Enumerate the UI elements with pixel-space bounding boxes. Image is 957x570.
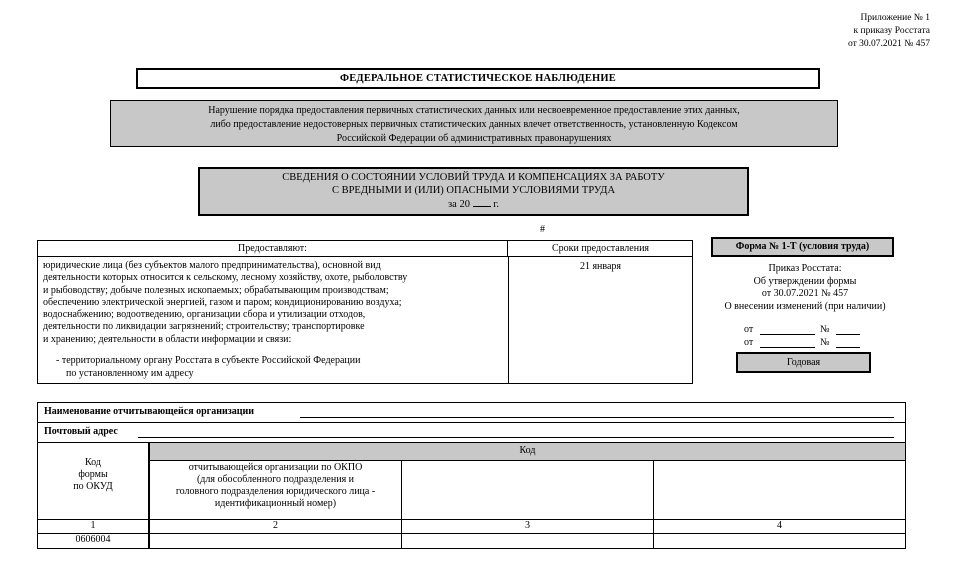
provider-line: юридические лица (без субъектов малого предпринимательства), основной вид <box>43 260 381 271</box>
amendment-from-label-1: от <box>744 324 754 335</box>
appendix-line-1: Приложение № 1 <box>860 13 930 23</box>
okpo-label-line: идентификационный номер) <box>214 498 337 509</box>
recipient-line-1: - территориальному органу Росстата в субъекте Российской Федерации <box>56 355 361 366</box>
okud-value-cell: 0606004 <box>38 534 149 548</box>
code-col-3-header <box>402 461 654 520</box>
providers-table <box>37 240 693 384</box>
column-number-3: 3 <box>402 520 654 534</box>
okud-label-3: по ОКУД <box>73 481 113 492</box>
okpo-value-cell[interactable] <box>149 534 402 548</box>
order-line-4: О внесении изменений (при наличии) <box>724 300 886 312</box>
amendment-number-label-1: № <box>820 324 830 335</box>
recipient-description <box>56 354 360 380</box>
okpo-header-cell <box>149 461 402 520</box>
code-header-cell: Код <box>149 443 905 461</box>
periodicity-badge: Годовая <box>736 352 871 373</box>
code-col-3-value[interactable] <box>402 534 654 548</box>
providers-divider <box>508 257 509 384</box>
org-name-row <box>38 403 905 423</box>
warning-line-1: Нарушение порядка предоставления первичных статистических данных или несвоевременное предоставление этих данных, <box>208 105 740 116</box>
amendment-date-blank-2[interactable] <box>760 347 815 348</box>
report-title-line-2: С ВРЕДНЫМИ И (ИЛИ) ОПАСНЫМИ УСЛОВИЯМИ ТРУДА <box>331 185 616 196</box>
code-col-4-header <box>654 461 905 520</box>
federal-observation-header: ФЕДЕРАЛЬНОЕ СТАТИСТИЧЕСКОЕ НАБЛЮДЕНИЕ <box>136 68 820 89</box>
deadline-header: Сроки предоставления <box>508 241 693 257</box>
year-prefix: за 20 <box>448 199 470 210</box>
postal-address-label: Почтовый адрес <box>44 426 118 437</box>
provider-line: обеспечению электрической энергией, газом и паром; кондиционированию воздуха; <box>43 296 402 308</box>
order-line-1: Приказ Росстата: <box>768 263 842 274</box>
provider-line: водоснабжению; водоотведению, организации сбора и утилизации отходов, <box>43 309 366 321</box>
postal-address-input-line[interactable] <box>138 437 894 438</box>
provider-line: деятельности которых относится к сельскому, лесному хозяйству, охоте, рыболовству <box>43 272 408 284</box>
org-name-input-line[interactable] <box>300 417 894 418</box>
order-line-2: Об утверждении формы <box>753 275 857 287</box>
org-name-label: Наименование отчитывающейся организации <box>44 406 255 417</box>
appendix-line-3: от 30.07.2021 № 457 <box>848 39 930 49</box>
column-number-4: 4 <box>654 520 905 534</box>
year-input-blank[interactable] <box>473 197 491 207</box>
code-col-4-value[interactable] <box>654 534 905 548</box>
okud-label-2: формы <box>78 469 108 480</box>
column-number-2: 2 <box>149 520 402 534</box>
order-line-3: от 30.07.2021 № 457 <box>761 288 849 299</box>
column-number-1: 1 <box>38 520 149 534</box>
amendment-number-label-2: № <box>820 337 830 348</box>
okud-header-cell <box>38 443 149 520</box>
year-suffix: г. <box>493 199 499 210</box>
providers-header: Предоставляют: <box>38 241 508 257</box>
okpo-label-line: (для обособленного подразделения и <box>196 474 355 485</box>
okpo-label-line: отчитывающейся организации по ОКПО <box>188 462 363 473</box>
organization-table <box>37 402 906 549</box>
amendment-number-blank-2[interactable] <box>836 347 860 348</box>
report-title <box>198 167 749 216</box>
provider-line: деятельности по ликвидации загрязнений; строительству; транспортировке <box>43 321 365 333</box>
amendment-date-blank-1[interactable] <box>760 334 815 335</box>
providers-description <box>43 260 503 346</box>
report-year-line <box>200 197 747 211</box>
warning-line-3: Российской Федерации об административных правонарушениях <box>336 133 612 144</box>
recipient-line-2: по установленному им адресу <box>66 368 194 379</box>
form-title: Форма № 1-Т (условия труда) <box>711 237 894 257</box>
warning-line-2: либо предоставление недостоверных первичных статистических данных влечет ответственность, установленную Кодексом <box>210 119 738 130</box>
amendment-number-blank-1[interactable] <box>836 334 860 335</box>
provider-line: и хранению; деятельности в области информации и связи: <box>43 333 292 345</box>
amendment-from-label-2: от <box>744 337 754 348</box>
okud-label-1: Код <box>85 457 101 468</box>
provider-line: и рыбоводству; добыче полезных ископаемых; обрабатывающим производствам; <box>43 284 389 296</box>
postal-address-row <box>38 423 905 443</box>
deadline-value: 21 января <box>579 261 622 272</box>
appendix-note <box>820 12 930 51</box>
liability-warning <box>110 100 838 147</box>
order-info <box>700 263 910 313</box>
okpo-label-line: головного подразделения юридического лица - <box>175 486 376 497</box>
appendix-line-2: к приказу Росстата <box>853 26 930 36</box>
hash-mark: # <box>540 224 545 235</box>
report-title-line-1: СВЕДЕНИЯ О СОСТОЯНИИ УСЛОВИЙ ТРУДА И КОМПЕНСАЦИЯХ ЗА РАБОТУ <box>282 172 665 183</box>
